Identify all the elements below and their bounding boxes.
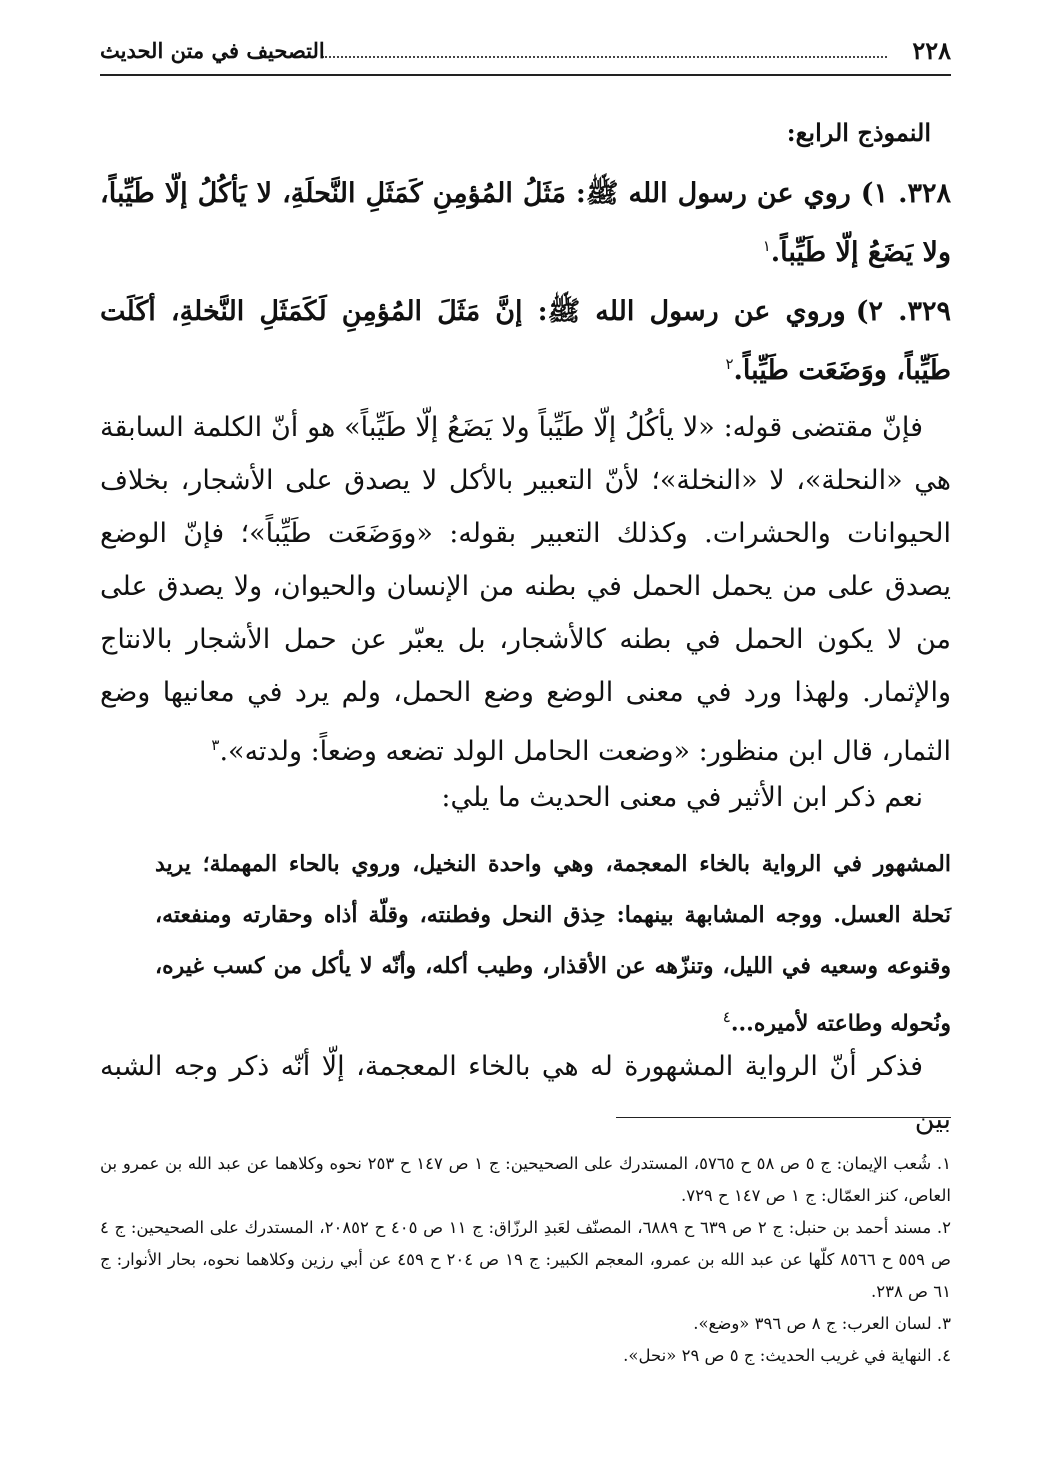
body-paragraph: نعم ذكر ابن الأثير في معنى الحديث ما يلي: — [441, 782, 923, 813]
footnote-ref[interactable]: ٤ — [722, 1008, 731, 1026]
header-rule — [100, 74, 951, 76]
hadith-text: وروي عن رسول الله ﷺ: إنَّ مَثَلَ المُؤمِنِ لَكَمَثَلِ النَّخلةِ، أكَلَت طَيِّباً، ووَضَعَت طَيِّباً. — [100, 296, 951, 386]
footnote: ٣. لسان العرب: ج ٨ ص ٣٩٦ «وضع». — [693, 1314, 951, 1333]
body-paragraph: فذكر أنّ الرواية المشهورة له هي بالخاء المعجمة، إلّا أنّه ذكر وجه الشبه بين — [100, 1051, 951, 1135]
section-heading: النموذج الرابع: — [786, 118, 931, 147]
body-paragraph — [100, 401, 951, 778]
page-header — [100, 34, 951, 74]
hadith-number: ٣٢٨. ١) — [860, 178, 951, 209]
footnote-separator — [616, 1117, 951, 1118]
quote-text: المشهور في الرواية بالخاء المعجمة، وهي واحدة النخيل، وروي بالحاء المهملة؛ يريد نَحلة العسل. ووجه المشابهة بينهما: حِذق النحل وفطنته، وقلّة أذاه وحقارته ومنفعته، وقنوعه وسعيه في الليل، وتنزّهه عن الأقذار، وطيب أكله، وأنّه لا يأكل من كسب غيره، ونُحوله وطاعته لأميره... — [155, 851, 951, 1037]
paragraph-text: فإنّ مقتضى قوله: «لا يأكُلُ إلّا طَيِّباً ولا يَضَعُ إلّا طَيِّباً» هو أنّ الكلمة السابقة هي «النحلة»، لا «النخلة»؛ لأنّ التعبير بالأكل لا يصدق على الأشجار، بخلاف الحيوانات والحشرات. وكذلك التعبير بقوله: «ووَضَعَت طَيِّباً»؛ فإنّ الوضع يصدق على من يحمل الحمل في بطنه من الإنسان والحيوان، ولا يصدق على من لا يكون الحمل في بطنه كالأشجار، بل يعبّر عن حمل الأشجار بالانتاج والإثمار. ولهذا ورد في معنى الوضع وضع الحمل، ولم يرد في معانيها وضع الثمار، قال ابن منظور: «وضعت الحامل الولد تضعه وضعاً: ولدته». — [100, 412, 951, 767]
header-dotted-leader — [322, 56, 887, 58]
page-number: ٢٢٨ — [912, 36, 951, 65]
footnote: ٢. مسند أحمد بن حنبل: ج ٢ ص ٦٣٩ ح ٦٨٨٩، المصنّف لعَبدِ الرزّاق: ج ١١ ص ٤٠٥ ح ٢٠٨٥٢، المستدرك على الصحيحين: ج ٤ ص ٥٥٩ ح ٨٥٦٦ كلّها عن عبد الله بن عمرو، المعجم الكبير: ج ١٩ ص ٢٠٤ ح ٤٥٩ عن أبي رزين وكلاهما نحوه، بحار الأنوار: ج ٦١ ص ٢٣٨. — [100, 1218, 952, 1301]
hadith-number: ٣٢٩. ٢) — [855, 296, 951, 327]
footnote-ref[interactable]: ٣ — [211, 736, 220, 754]
block-quote — [155, 839, 951, 1049]
footnote: ١. شُعب الإيمان: ج ٥ ص ٥٨ ح ٥٧٦٥، المستدرك على الصحيحين: ج ١ ص ١٤٧ ح ٢٥٣ نحوه وكلاهما عن عبد الله بن عمرو بن العاص، كنز العمّال: ج ١ ص ١٤٧ ح ٧٢٩. — [100, 1154, 952, 1205]
running-title: التصحيف في متن الحديث — [100, 38, 325, 63]
hadith-item — [100, 168, 951, 279]
footnote: ٤. النهاية في غريب الحديث: ج ٥ ص ٢٩ «نحل». — [623, 1346, 951, 1365]
footnotes-list — [100, 1148, 951, 1372]
hadith-text: روي عن رسول الله ﷺ: مَثَلُ المُؤمِنِ كَمَثَلِ النَّحلَةِ، لا يَأكُلُ إلّا طَيِّباً، ولا يَضَعُ إلّا طَيِّباً. — [100, 178, 951, 268]
footnote-ref[interactable]: ٢ — [725, 355, 734, 373]
footnote-ref[interactable]: ١ — [762, 237, 771, 255]
hadith-item — [100, 286, 951, 397]
